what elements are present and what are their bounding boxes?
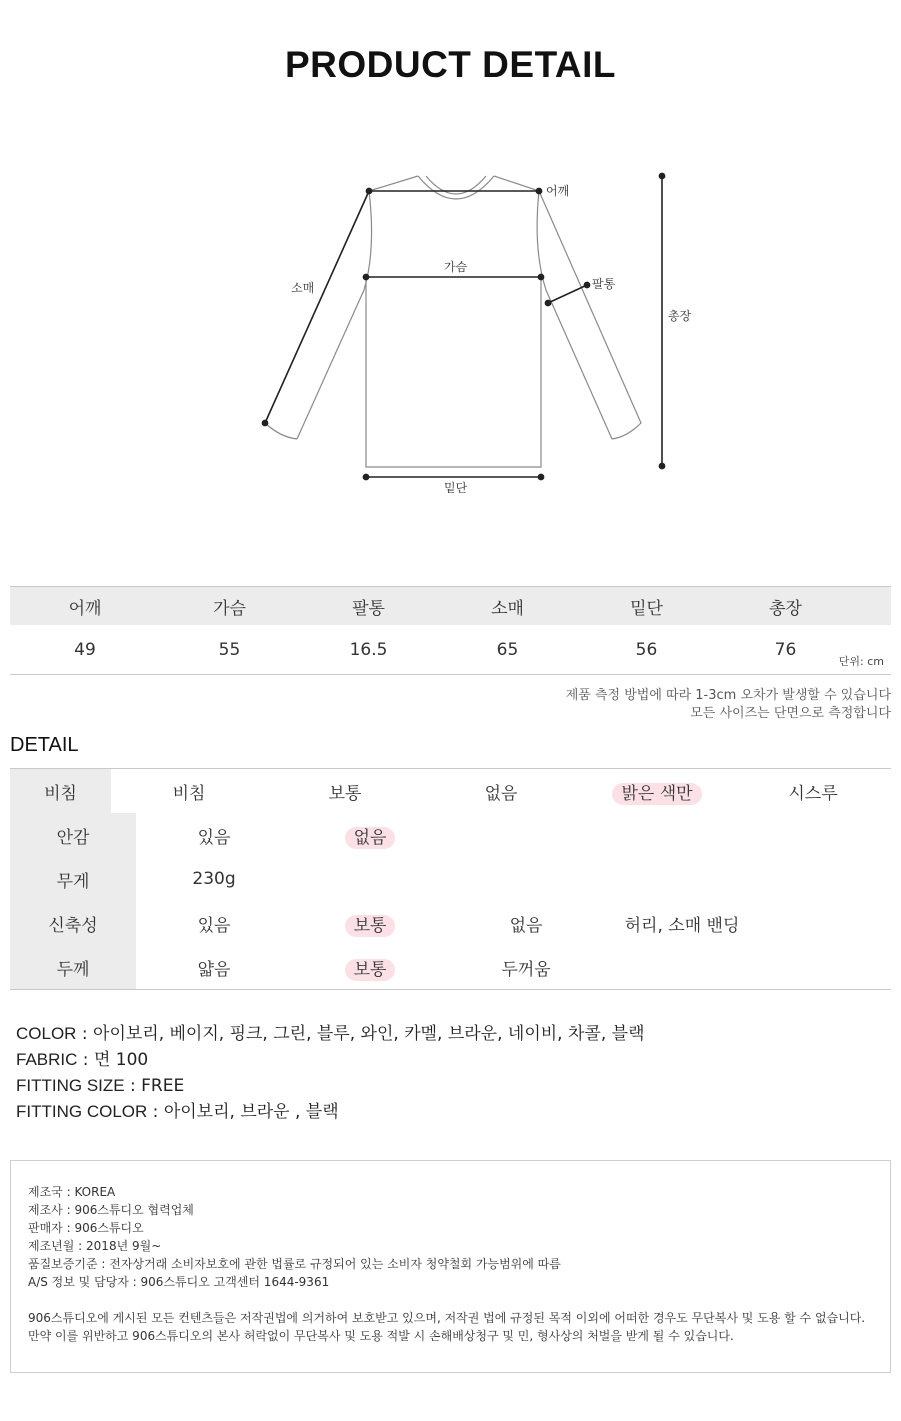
option-text: 보통 bbox=[328, 783, 362, 804]
selected-option-badge: 보통 bbox=[345, 959, 396, 981]
detail-option bbox=[136, 823, 292, 848]
value-cell: 65 bbox=[496, 639, 519, 660]
option-text: 없음 bbox=[509, 915, 543, 936]
spec-separator: : bbox=[147, 1102, 164, 1122]
detail-options bbox=[136, 955, 891, 980]
detail-option bbox=[292, 823, 448, 848]
detail-option bbox=[604, 911, 760, 936]
detail-row-label: 안감 bbox=[10, 813, 136, 857]
spec-separator: : bbox=[124, 1076, 142, 1096]
detail-option bbox=[292, 911, 448, 936]
detail-option bbox=[423, 779, 579, 804]
detail-row bbox=[10, 857, 891, 901]
detail-option bbox=[136, 911, 292, 936]
label-armhole: 팔통 bbox=[592, 277, 616, 291]
selected-option-badge: 보통 bbox=[345, 915, 396, 937]
selected-option-badge: 밝은 색만 bbox=[612, 783, 701, 805]
label-shoulder: 어깨 bbox=[546, 184, 570, 198]
detail-option bbox=[136, 955, 292, 980]
info-line: A/S 정보 및 담당자 : 906스튜디오 고객센터 1644-9361 bbox=[28, 1275, 330, 1289]
copyright-notice: 만약 이를 위반하고 906스튜디오의 본사 허락없이 무단복사 및 도용 적발 시 손해배상청구 및 민, 형사상의 처벌을 받게 될 수 있습니다. bbox=[28, 1329, 734, 1343]
spec-value: 아이보리, 브라운 , 블랙 bbox=[163, 1102, 339, 1122]
spec-key: FITTING COLOR bbox=[16, 1102, 148, 1121]
info-line: 품질보증기준 : 전자상거래 소비자보호에 관한 법률로 규정되어 있는 소비자 청약철회 가능범위에 따름 bbox=[28, 1257, 561, 1271]
spec-line bbox=[16, 1073, 645, 1099]
detail-option bbox=[267, 779, 423, 804]
option-text: 시스루 bbox=[788, 783, 838, 804]
note-line: 모든 사이즈는 단면으로 측정합니다 bbox=[690, 706, 891, 721]
value-cell: 16.5 bbox=[349, 639, 388, 660]
header-cell: 소매 bbox=[491, 598, 524, 619]
info-line: 제조년월 : 2018년 9월~ bbox=[28, 1239, 162, 1253]
value-cell: 76 bbox=[774, 639, 797, 660]
header-cell: 총장 bbox=[769, 598, 802, 619]
header-cell: 밑단 bbox=[630, 598, 663, 619]
spec-list bbox=[16, 1021, 645, 1125]
detail-option bbox=[111, 779, 267, 804]
spec-key: FABRIC bbox=[16, 1050, 78, 1069]
info-line: 제조국 : KOREA bbox=[28, 1185, 116, 1199]
detail-row-label: 두께 bbox=[10, 945, 136, 989]
note-line: 제품 측정 방법에 따라 1-3cm 오차가 발생할 수 있습니다 bbox=[565, 688, 891, 703]
selected-option-badge: 없음 bbox=[345, 827, 396, 849]
detail-options bbox=[136, 823, 891, 848]
spec-value: FREE bbox=[141, 1076, 185, 1096]
header-cell: 가슴 bbox=[213, 598, 246, 619]
spec-line bbox=[16, 1021, 645, 1047]
option-text: 비침 bbox=[172, 783, 206, 804]
detail-option bbox=[292, 955, 448, 980]
detail-row bbox=[10, 945, 891, 989]
option-text: 얇음 bbox=[197, 959, 231, 980]
header-cell: 팔통 bbox=[352, 598, 385, 619]
measurement-diagram bbox=[0, 150, 901, 520]
spec-line bbox=[16, 1099, 645, 1125]
option-text: 없음 bbox=[484, 783, 518, 804]
detail-row-label: 비침 bbox=[10, 769, 111, 813]
detail-option bbox=[579, 779, 735, 804]
copyright-notice: 906스튜디오에 게시된 모든 컨텐츠들은 저작권법에 의거하여 보호받고 있으며, 저작권 법에 규정된 목적 이외에 어떠한 경우도 무단복사 및 도용 할 수 없습니다. bbox=[28, 1311, 866, 1325]
unit-label: 단위: cm bbox=[838, 655, 884, 668]
value-cell: 56 bbox=[635, 639, 658, 660]
detail-option bbox=[735, 779, 891, 804]
option-text: 있음 bbox=[197, 827, 231, 848]
label-length: 총장 bbox=[668, 309, 692, 323]
size-table-row bbox=[10, 625, 891, 675]
spec-value: 아이보리, 베이지, 핑크, 그린, 블루, 와인, 카멜, 브라운, 네이비, 차콜, 블랙 bbox=[93, 1024, 645, 1044]
header-cell: 어깨 bbox=[68, 598, 102, 619]
spec-key: FITTING SIZE bbox=[16, 1076, 125, 1095]
label-hem: 밑단 bbox=[444, 481, 468, 495]
label-chest: 가슴 bbox=[444, 260, 468, 274]
product-info-box bbox=[10, 1160, 891, 1373]
size-table bbox=[10, 586, 891, 675]
detail-title: DETAIL bbox=[10, 734, 79, 756]
detail-options bbox=[111, 779, 891, 804]
detail-row-label: 무게 bbox=[10, 857, 136, 901]
detail-row-label: 신축성 bbox=[10, 901, 136, 945]
detail-row bbox=[10, 813, 891, 857]
value-cell: 49 bbox=[74, 639, 96, 660]
option-text: 있음 bbox=[197, 915, 231, 936]
option-text: 두꺼움 bbox=[501, 959, 551, 980]
detail-row bbox=[10, 901, 891, 945]
spec-separator: : bbox=[77, 1050, 94, 1070]
detail-option bbox=[448, 955, 604, 980]
label-sleeve: 소매 bbox=[291, 281, 315, 295]
spacer bbox=[28, 1291, 873, 1309]
size-table-header bbox=[10, 586, 891, 625]
info-line: 판매자 : 906스튜디오 bbox=[28, 1221, 144, 1235]
spec-key: COLOR bbox=[16, 1024, 77, 1043]
measurement-notes bbox=[566, 687, 891, 723]
page-title: PRODUCT DETAIL bbox=[284, 44, 617, 85]
option-text: 허리, 소매 밴딩 bbox=[624, 915, 740, 936]
detail-table bbox=[10, 768, 891, 990]
detail-options bbox=[136, 911, 891, 936]
detail-option bbox=[136, 869, 292, 889]
info-line: 제조사 : 906스튜디오 협력업체 bbox=[28, 1203, 194, 1217]
detail-row bbox=[10, 769, 891, 813]
detail-option bbox=[448, 911, 604, 936]
spec-value: 면 100 bbox=[93, 1050, 149, 1070]
spec-line bbox=[16, 1047, 645, 1073]
spec-separator: : bbox=[76, 1024, 94, 1044]
detail-options bbox=[136, 869, 891, 889]
value-cell: 55 bbox=[218, 639, 241, 660]
option-text: 230g bbox=[192, 869, 236, 889]
